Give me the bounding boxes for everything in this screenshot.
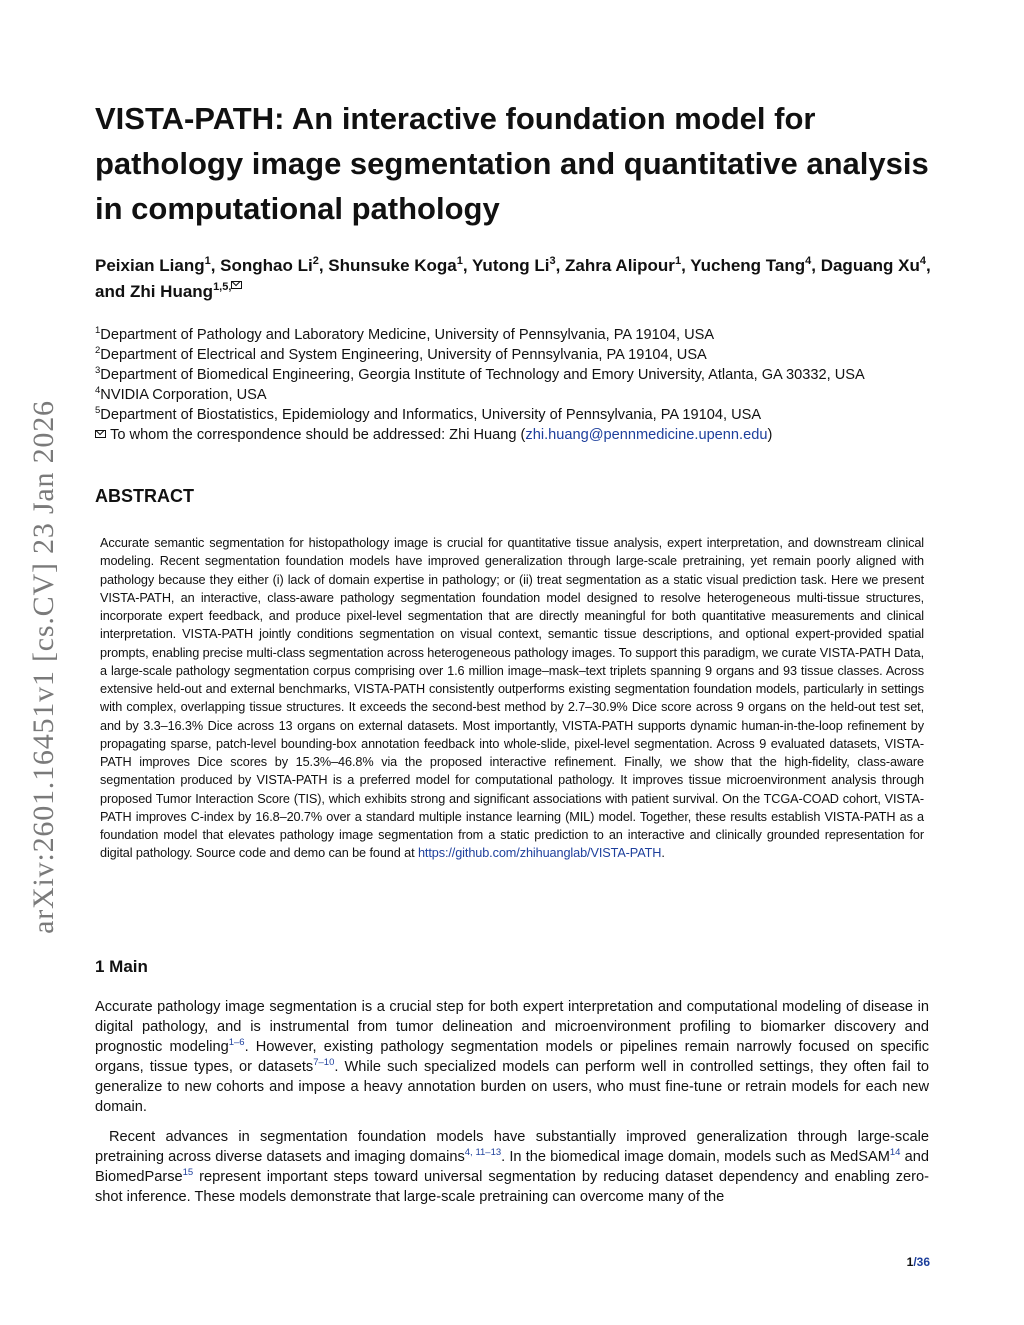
affiliation-text: Department of Biostatistics, Epidemiology and Informatics, University of Pennsylvania, PA 19104, USA	[100, 407, 762, 423]
abstract-text: Accurate semantic segmentation for histopathology image is crucial for quantitative tissue analysis, expert interpretation, and downstream clinical modeling. Recent segmentation foundation models have improved generalization through large-scale pretraining, yet remain poorly aligned with pathology because they either (i) lack of domain expertise in pathology; or (ii) treat segmentation as a static visual prediction task. Here we present VISTA-PATH, an interactive, class-aware pathology segmentation foundation model designed to resolve heterogeneous multi-tissue structures, incorporate expert feedback, and produce pixel-level segmentation that are directly meaningful for both quantitative measurements and clinical interpretation. VISTA-PATH jointly conditions segmentation on visual context, semantic tissue descriptions, and optional expert-provided spatial prompts, enabling precise multi-class segmentation across heterogeneous pathology images. To support this paradigm, we curate VISTA-PATH Data, a large-scale pathology segmentation corpus comprising over 1.6 million image–mask–text triplets spanning 9 organs and 93 tissue classes. Across extensive held-out and external benchmarks, VISTA-PATH consistently outperforms existing segmentation foundation models, particularly in settings with complex, overlapping tissue structures. It exceeds the second-best method by 2.7–30.9% Dice score across 9 organs on the held-out test set, and by 3.3–16.3% Dice across 13 organs on external datasets. Most importantly, VISTA-PATH supports dynamic human-in-the-loop refinement by propagating sparse, patch-level bounding-box annotation feedback into whole-slide, pixel-level segmentation. Across 9 evaluated datasets, VISTA-PATH improves Dice scores by 15.3%–46.8% via the proposed interactive refinement. Finally, we show that the high-fidelity, class-aware segmentation produced by VISTA-PATH is a preferred model for computational pathology. It improves tissue microenvironment analysis through proposed Tumor Interaction Score (TIS), which exhibits strong and significant associations with patient survival. On the TCGA-COAD cohort, VISTA-PATH improves C-index by 16.8–20.7% over a standard multiple instance learning (MIL) model. Together, these results establish VISTA-PATH as a foundation model that elevates pathology image segmentation from a static prediction to an interactive and clinically grounded representation for digital pathology. Source code and demo can be found at	[100, 536, 924, 861]
body-paragraph	[95, 997, 929, 1118]
page-current: 1	[906, 1255, 914, 1269]
author-name: Peixian Liang	[95, 256, 205, 275]
abstract-end: .	[661, 846, 665, 861]
citation-link[interactable]: 7–10	[313, 1057, 335, 1069]
author-name: Daguang Xu	[820, 256, 920, 275]
affiliation-item	[95, 405, 955, 425]
author-affiliation-mark: 3	[549, 255, 556, 267]
github-link[interactable]: https://github.com/zhihuanglab/VISTA-PATH	[417, 846, 662, 861]
arxiv-sidebar-stamp	[24, 380, 64, 955]
affiliation-item	[95, 365, 955, 385]
affiliation-number: 3	[95, 365, 101, 376]
correspondence-text: To whom the correspondence should be addressed: Zhi Huang (	[110, 427, 526, 443]
section-heading-main: 1 Main	[95, 957, 148, 976]
author-name: Yutong Li	[472, 256, 550, 275]
author-affiliation-mark: 1,5,	[213, 281, 242, 293]
paragraph-text: . While such specialized models can perform well in controlled settings, they often fail to generalize to new cohorts and impose a heavy annotation burden on users, who must fine-tune or retrain models for each new domain.	[95, 1059, 929, 1116]
correspondence-line	[95, 425, 955, 445]
author-name: Yucheng Tang	[690, 256, 806, 275]
affiliation-text: Department of Electrical and System Engineering, University of Pennsylvania, PA 19104, USA	[100, 347, 707, 363]
body-paragraph	[95, 1127, 929, 1207]
author-separator: ,	[210, 256, 221, 275]
page-total-link[interactable]: /36	[913, 1255, 930, 1269]
abstract-heading: ABSTRACT	[95, 486, 194, 506]
affiliation-number: 5	[95, 405, 101, 416]
paragraph-text: . However, existing pathology segmentation models or pipelines remain narrowly focused on specific organs, tissue types, or datasets	[95, 1039, 929, 1076]
citation-link[interactable]: 14	[889, 1147, 901, 1159]
affiliation-number: 1	[95, 325, 101, 336]
author-affiliation-mark: 4	[919, 255, 926, 267]
citation-link[interactable]: 1–6	[228, 1037, 245, 1049]
arxiv-identifier: arXiv:2601.16451v1 [cs.CV] 23 Jan 2026	[27, 400, 60, 934]
author-name: Zahra Alipour	[565, 256, 675, 275]
affiliation-item	[95, 385, 955, 405]
affiliation-text: NVIDIA Corporation, USA	[100, 387, 267, 403]
affiliation-text: Department of Biomedical Engineering, Georgia Institute of Technology and Emory University, Atlanta, GA 30332, USA	[100, 367, 865, 383]
paper-title: VISTA-PATH: An interactive foundation model for pathology image segmentation and quantitative analysis in computational pathology	[95, 101, 929, 226]
affiliation-text: Department of Pathology and Laboratory Medicine, University of Pennsylvania, PA 19104, USA	[100, 327, 715, 343]
author-affiliation-mark: 1	[674, 255, 682, 267]
affiliation-item	[95, 325, 955, 345]
paragraph-text: Recent advances in segmentation foundation models have substantially improved generalization through large-scale pretraining across diverse datasets and imaging domains	[95, 1129, 929, 1166]
author-separator: ,	[811, 256, 821, 275]
citation-link[interactable]: 4, 11–13	[464, 1147, 502, 1159]
author-affiliation-mark: 4	[805, 255, 812, 267]
page-number	[880, 1255, 930, 1269]
correspondence-suffix: )	[767, 427, 773, 443]
envelope-icon	[95, 430, 106, 438]
author-affiliation-mark: 2	[312, 255, 319, 267]
author-list	[95, 253, 955, 305]
author-separator: , and	[95, 256, 931, 301]
author-separator: ,	[462, 256, 473, 275]
citation-link[interactable]: 15	[182, 1167, 194, 1179]
author-separator: ,	[555, 256, 566, 275]
abstract-body	[100, 534, 924, 863]
paragraph-text: . In the biomedical image domain, models such as MedSAM	[501, 1149, 890, 1166]
paragraph-text: Accurate pathology image segmentation is a crucial step for both expert interpretation and computational modeling of disease in digital pathology, and is instrumental from tumor delineation and microenvironment profiling to biomarker discovery and prognostic modeling	[95, 999, 929, 1056]
affiliation-number: 4	[95, 385, 101, 396]
author-affiliation-mark: 1	[456, 255, 463, 267]
correspondence-email-link[interactable]: zhi.huang@pennmedicine.upenn.edu	[525, 427, 768, 443]
affiliation-number: 2	[95, 345, 101, 356]
author-name: Songhao Li	[220, 256, 313, 275]
envelope-icon	[231, 281, 242, 289]
paragraph-text: and BiomedParse	[95, 1149, 929, 1186]
paragraph-text: represent important steps toward universal segmentation by reducing dataset dependency and enabling zero-shot inference. These models demonstrate that large-scale pretraining can overcome many of the	[95, 1169, 929, 1206]
author-affiliation-mark: 1	[204, 255, 211, 267]
affiliation-item	[95, 345, 955, 365]
affiliation-list	[95, 325, 955, 445]
author-name: Shunsuke Koga	[328, 256, 457, 275]
author-separator: ,	[318, 256, 329, 275]
author-separator: ,	[681, 256, 691, 275]
author-name: Zhi Huang	[129, 282, 214, 301]
